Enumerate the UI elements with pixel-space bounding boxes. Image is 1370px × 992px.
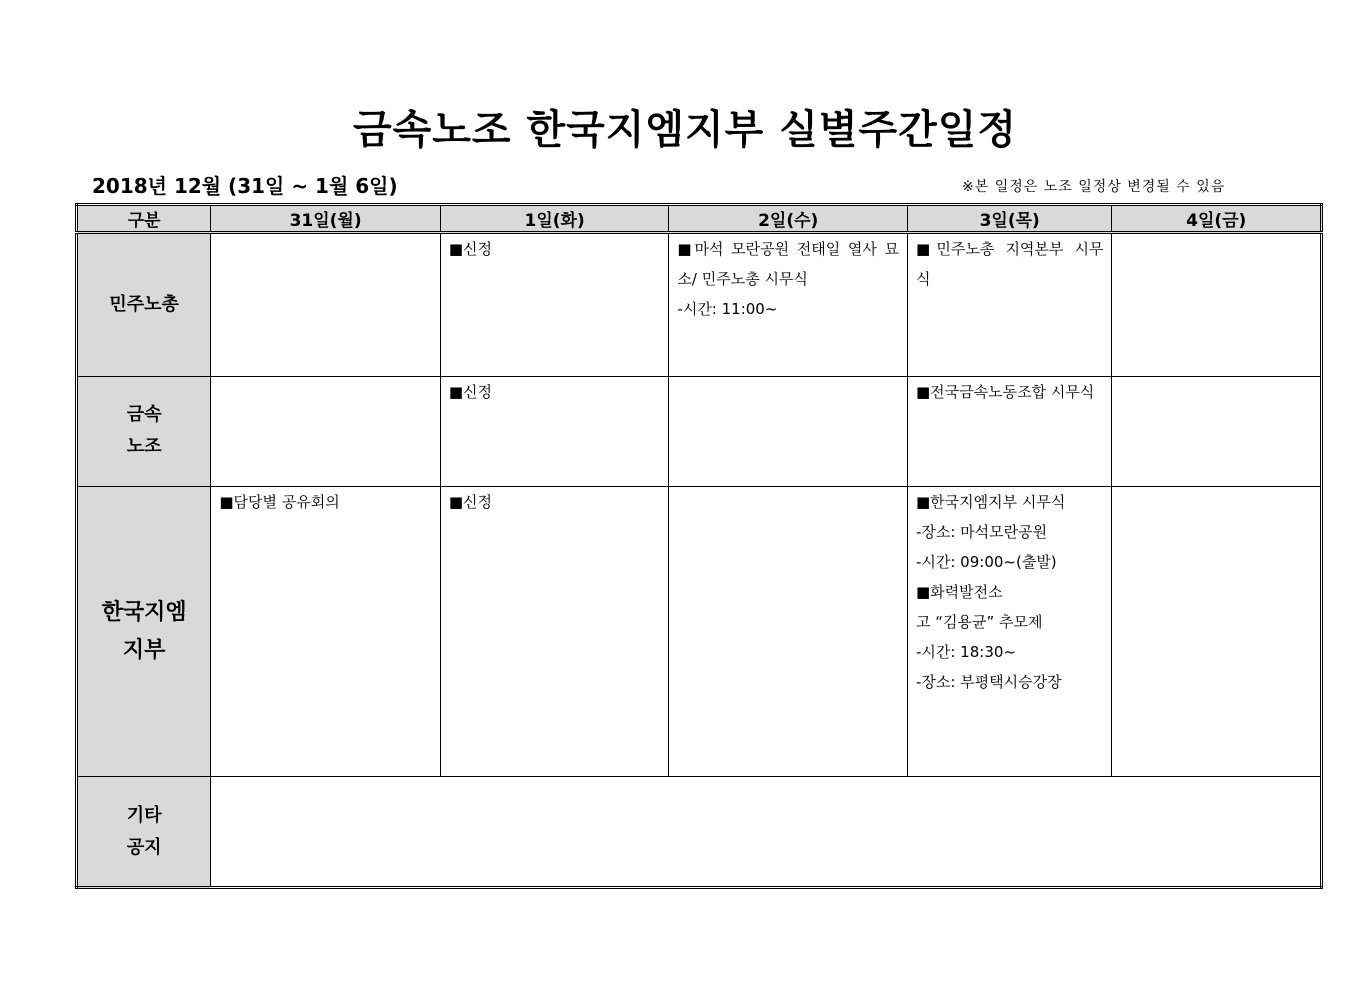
page-title: 금속노조 한국지엠지부 실별주간일정 xyxy=(352,107,1018,153)
schedule-entry: 소/ 민주노총 시무식 xyxy=(677,270,808,288)
cell-gm-wed xyxy=(669,487,908,777)
category-label: 금속 xyxy=(126,404,162,426)
row-other-notice xyxy=(77,777,1322,888)
category-label: 지부 xyxy=(122,637,166,663)
cell-kmwu-mon xyxy=(211,376,441,487)
schedule-entry: -장소: 부평택시승강장 xyxy=(915,673,1062,692)
cell-gm-tue xyxy=(440,487,669,777)
category-label: 한국지엠 xyxy=(101,599,187,625)
schedule-entry: 고 “김용균” 추모제 xyxy=(915,613,1043,632)
cell-kctu-wed xyxy=(669,233,908,377)
schedule-entry: ■신정 xyxy=(448,382,493,401)
category-other-notice xyxy=(77,777,211,888)
category-kctu xyxy=(77,233,211,377)
weekly-schedule-table xyxy=(75,203,1323,889)
schedule-entry: -시간: 11:00~ xyxy=(677,300,778,318)
cell-kmwu-thu xyxy=(907,376,1111,487)
category-label: 공지 xyxy=(126,836,162,858)
change-notice: ※본 일정은 노조 일정상 변경될 수 있음 xyxy=(962,179,1226,195)
row-kctu xyxy=(77,233,1322,377)
schedule-entry: ■화력발전소 xyxy=(915,583,1003,602)
row-gm-korea-branch xyxy=(77,487,1322,777)
category-kmwu xyxy=(77,376,211,487)
schedule-entry: 식 xyxy=(915,270,931,288)
cell-kmwu-tue xyxy=(440,376,669,487)
schedule-entry: ■마석 모란공원 전태일 열사 묘 xyxy=(677,240,899,258)
cell-other-notice xyxy=(211,777,1322,888)
cell-kctu-mon xyxy=(211,233,441,377)
schedule-entry: -시간: 09:00~(출발) xyxy=(915,553,1057,572)
cell-kmwu-fri xyxy=(1112,376,1322,487)
header-day-thu: 3일(목) xyxy=(907,205,1111,233)
category-label: 노조 xyxy=(126,436,162,458)
schedule-entry: ■한국지엠지부 시무식 xyxy=(915,493,1066,512)
cell-kmwu-wed xyxy=(669,376,908,487)
cell-gm-fri xyxy=(1112,487,1322,777)
schedule-entry: ■담당별 공유회의 xyxy=(219,493,340,512)
cell-gm-mon xyxy=(211,487,441,777)
schedule-entry: ■신정 xyxy=(448,493,493,512)
header-row xyxy=(77,205,1322,233)
schedule-entry: -장소: 마석모란공원 xyxy=(915,523,1048,542)
cell-kctu-thu xyxy=(907,233,1111,377)
schedule-entry: -시간: 18:30~ xyxy=(915,643,1016,662)
category-label: 민주노총 xyxy=(109,293,179,315)
category-gm-korea-branch xyxy=(77,487,211,777)
schedule-entry: ■민주노총 지역본부 시무 xyxy=(915,240,1104,258)
schedule-entry: ■신정 xyxy=(448,240,493,258)
category-label: 기타 xyxy=(126,804,162,826)
row-kmwu xyxy=(77,376,1322,487)
cell-kctu-tue xyxy=(440,233,669,377)
header-day-mon: 31일(월) xyxy=(211,205,441,233)
header-day-fri: 4일(금) xyxy=(1112,205,1322,233)
schedule-entry: ■전국금속노동조합 시무식 xyxy=(915,382,1095,401)
schedule-period: 2018년 12월 (31일 ~ 1월 6일) xyxy=(92,174,398,198)
cell-kctu-fri xyxy=(1112,233,1322,377)
cell-gm-thu xyxy=(907,487,1111,777)
header-day-tue: 1일(화) xyxy=(440,205,669,233)
header-category: 구분 xyxy=(77,205,211,233)
header-day-wed: 2일(수) xyxy=(669,205,908,233)
